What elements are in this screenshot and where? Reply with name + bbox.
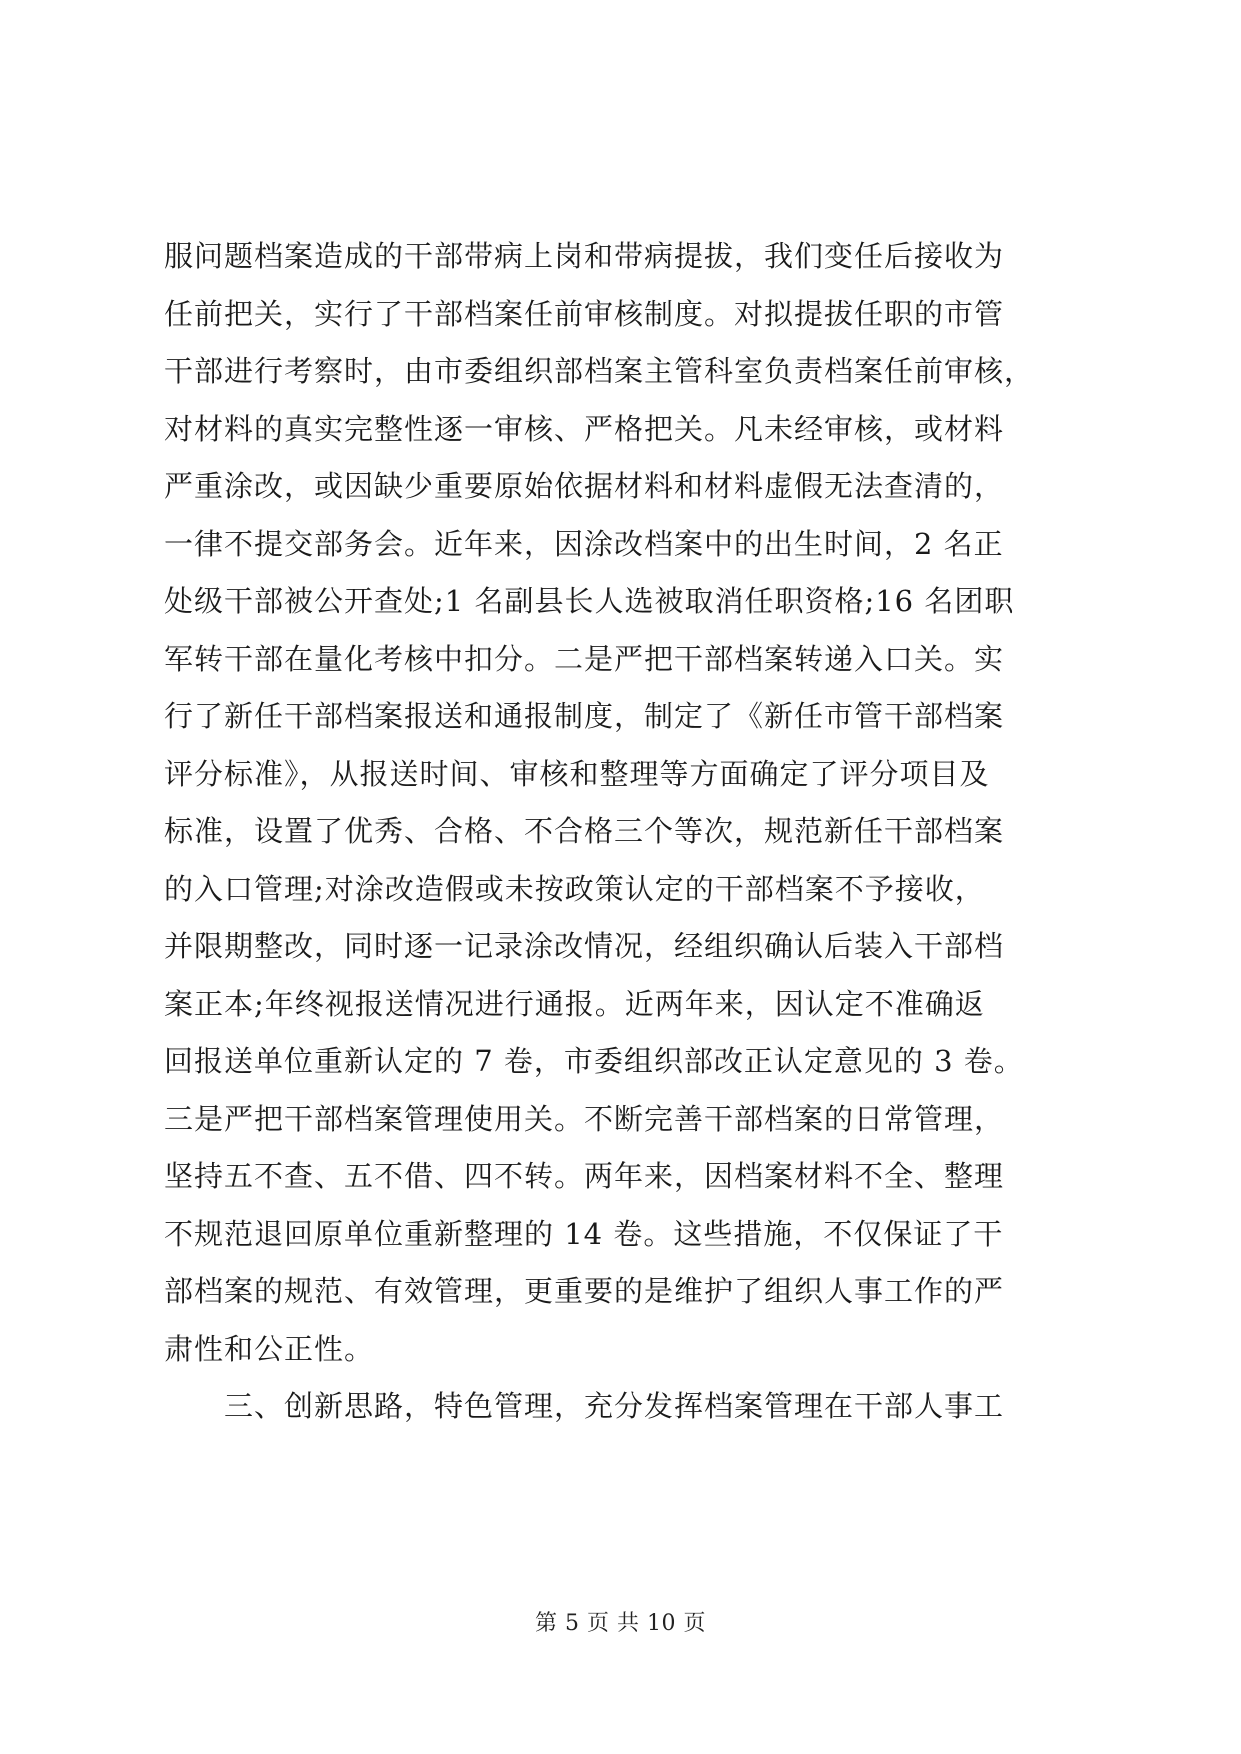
text-line: 肃性和公正性。 [164, 1331, 375, 1366]
text-line: 案正本;年终视报送情况进行通报。近两年来，因认定不准确返 [164, 986, 985, 1021]
text-line: 对材料的真实完整性逐一审核、严格把关。凡未经审核，或材料 [164, 411, 1005, 446]
text-line: 一律不提交部务会。近年来，因涂改档案中的出生时间，2 名正 [164, 526, 1004, 561]
text-line: 严重涂改，或因缺少重要原始依据材料和材料虚假无法查清的， [164, 469, 1005, 503]
text-line: 三是严把干部档案管理使用关。不断完善干部档案的日常管理， [164, 1101, 1005, 1136]
text-line: 的入口管理;对涂改造假或未按政策认定的干部档案不予接收， [164, 871, 985, 906]
text-line: 坚持五不查、五不借、四不转。两年来，因档案材料不全、整理 [164, 1159, 1005, 1193]
text-line: 军转干部在量化考核中扣分。二是严把干部档案转递入口关。实 [164, 641, 1005, 676]
text-line: 部档案的规范、有效管理，更重要的是维护了组织人事工作的严 [164, 1274, 1005, 1308]
text-line: 任前把关，实行了干部档案任前审核制度。对拟提拔任职的市管 [164, 296, 1005, 331]
text-line: 干部进行考察时，由市委组织部档案主管科室负责档案任前审核， [164, 354, 1035, 388]
page-footer: 第 5 页 共 10 页 [535, 1611, 706, 1636]
text-line: 服问题档案造成的干部带病上岗和带病提拔，我们变任后接收为 [164, 239, 1005, 273]
section-heading: 三、创新思路，特色管理，充分发挥档案管理在干部人事工 [164, 1389, 1005, 1423]
text-line: 处级干部被公开查处;1 名副县长人选被取消任职资格;16 名团职 [164, 584, 1015, 618]
body-text [164, 228, 1124, 1436]
text-line: 评分标准》，从报送时间、审核和整理等方面确定了评分项目及 [164, 756, 990, 791]
text-line: 并限期整改，同时逐一记录涂改情况，经组织确认后装入干部档 [164, 929, 1005, 963]
text-line: 行了新任干部档案报送和通报制度，制定了《新任市管干部档案 [164, 699, 1005, 733]
text-line: 标准，设置了优秀、合格、不合格三个等次，规范新任干部档案 [164, 814, 1005, 848]
text-line: 回报送单位重新认定的 7 卷，市委组织部改正认定意见的 3 卷。 [164, 1044, 1024, 1078]
text-line: 不规范退回原单位重新整理的 14 卷。这些措施，不仅保证了干 [164, 1216, 1004, 1251]
